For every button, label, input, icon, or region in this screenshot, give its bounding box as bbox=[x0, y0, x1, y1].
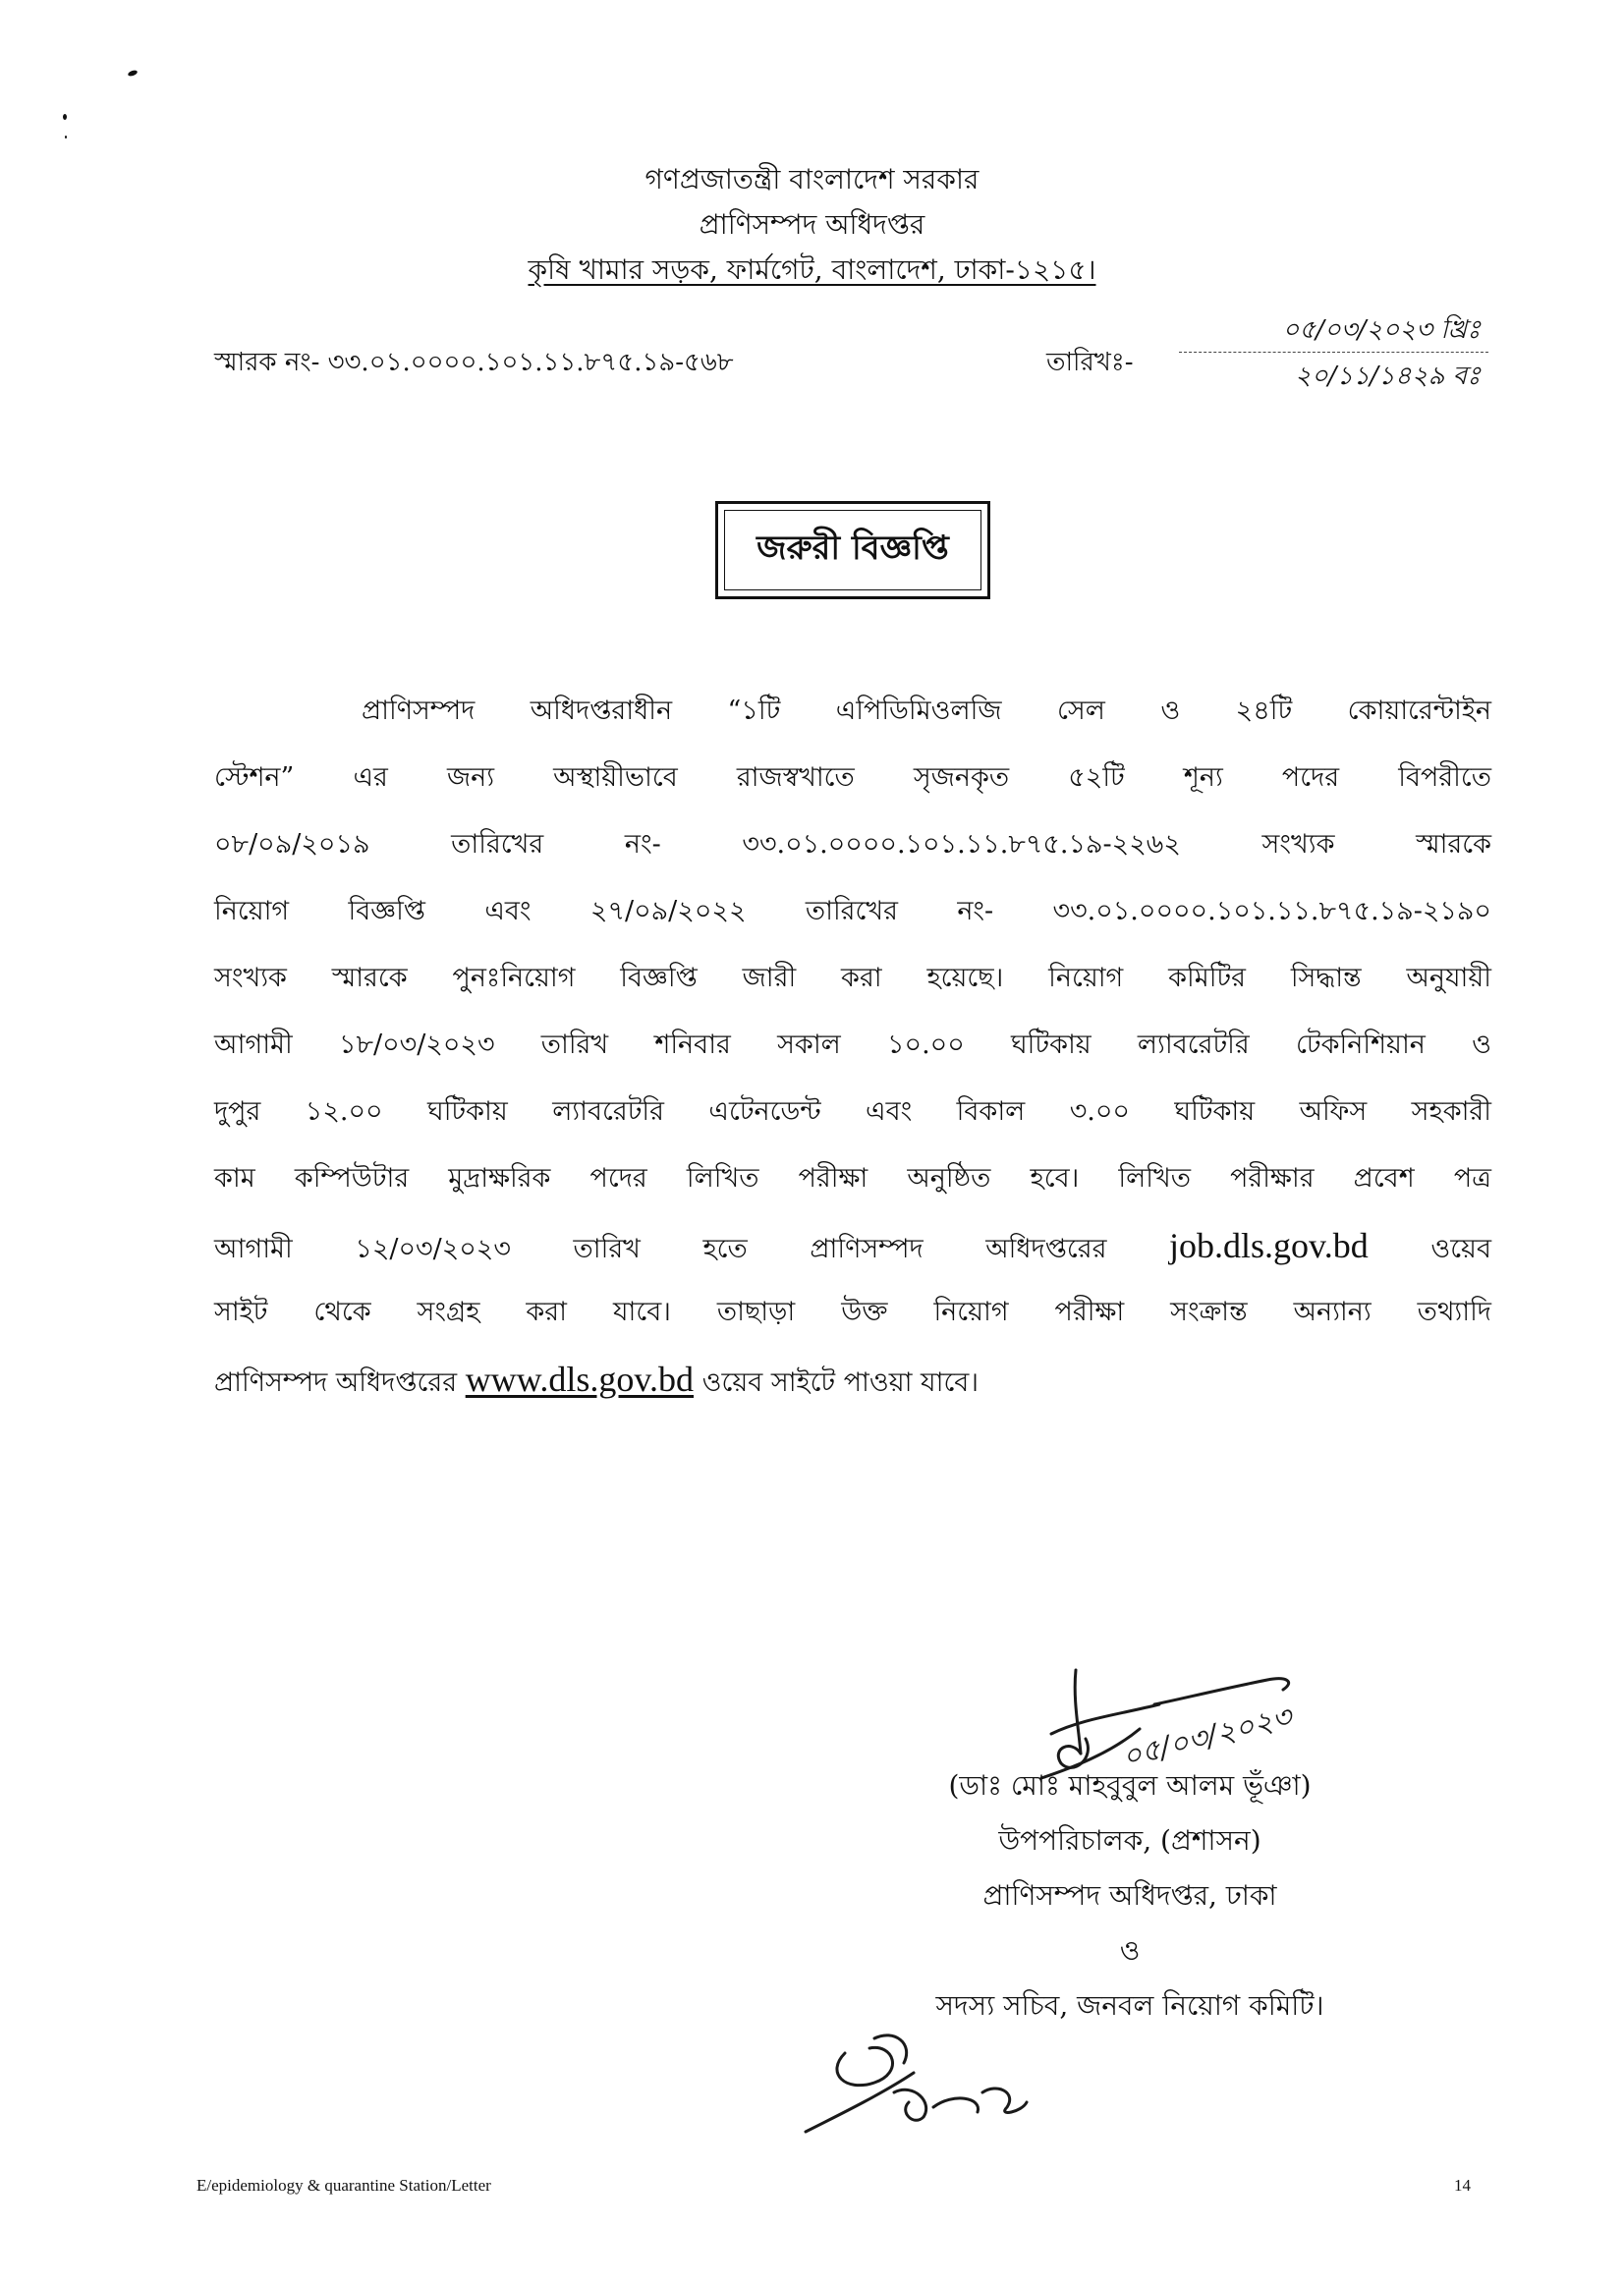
date-separator bbox=[1179, 352, 1488, 353]
footer-file-path: E/epidemiology & quarantine Station/Letter bbox=[196, 2176, 491, 2195]
job-website-link[interactable]: job.dls.gov.bd bbox=[1169, 1226, 1369, 1265]
letterhead bbox=[0, 157, 1624, 293]
body-line: প্রাণিসম্পদ অধিদপ্তরাধীন “১টি এপিডিমিওলজি সেল ও ২৪টি কোয়ারেন্টাইন bbox=[362, 696, 1491, 726]
date-label: তারিখঃ- bbox=[1046, 348, 1134, 377]
signatory-office: প্রাণিসম্পদ অধিদপ্তর, ঢাকা bbox=[982, 1879, 1277, 1912]
body-line-segment: ওয়েব সাইটে পাওয়া যাবে। bbox=[701, 1367, 979, 1398]
page-number: 14 bbox=[1454, 2176, 1471, 2195]
notice-title-box bbox=[715, 501, 990, 599]
body-line: আগামী ১৮/০৩/২০২৩ তারিখ শনিবার সকাল ১০.০০ ঘটিকায় ল্যাবরেটরি টেকনিশিয়ান ও bbox=[214, 1030, 1491, 1060]
date-gregorian: ০৫/০৩/২০২৩ খ্রিঃ bbox=[1282, 315, 1481, 345]
body-line: সাইট থেকে সংগ্রহ করা যাবে। তাছাড়া উক্ত নিয়োগ পরীক্ষা সংক্রান্ত অন্যান্য তথ্যাদি bbox=[214, 1297, 1491, 1327]
signatory-designation: উপপরিচালক, (প্রশাসন) bbox=[998, 1824, 1261, 1857]
department-address: কৃষি খামার সড়ক, ফার্মগেট, বাংলাদেশ, ঢাকা-১২১৫। bbox=[528, 253, 1096, 286]
body-line: স্টেশন” এর জন্য অস্থায়ীভাবে রাজস্বখাতে সৃজনকৃত ৫২টি শূন্য পদের বিপরীতে bbox=[214, 762, 1491, 793]
scan-speck bbox=[63, 114, 67, 120]
handwritten-date: ০৫/০৩/২০২৩ bbox=[1118, 1699, 1296, 1775]
body-line: নিয়োগ বিজ্ঞপ্তি এবং ২৭/০৯/২০২২ তারিখের নং- ৩৩.০১.০০০০.১০১.১১.৮৭৫.১৯-২১৯০ bbox=[214, 896, 1491, 926]
body-line-segment: আগামী ১২/০৩/২০২৩ তারিখ হতে প্রাণিসম্পদ অধিদপ্তরের bbox=[214, 1234, 1107, 1264]
notice-body bbox=[214, 678, 1491, 1413]
scan-speck bbox=[65, 136, 67, 139]
body-line: সংখ্যক স্মারকে পুনঃনিয়োগ বিজ্ঞপ্তি জারী করা হয়েছে। নিয়োগ কমিটির সিদ্ধান্ত অনুযায়ী bbox=[214, 963, 1491, 993]
signatory-conjunction: ও bbox=[1119, 1934, 1141, 1967]
dls-website-link[interactable]: www.dls.gov.bd bbox=[465, 1360, 695, 1399]
date-bangla: ২০/১১/১৪২৯ বঃ bbox=[1294, 362, 1481, 391]
scan-speck bbox=[127, 69, 138, 77]
handwritten-initials bbox=[786, 2014, 1041, 2151]
department-name: প্রাণিসম্পদ অধিদপ্তর bbox=[699, 208, 925, 241]
body-line-segment: প্রাণিসম্পদ অধিদপ্তরের bbox=[214, 1367, 458, 1398]
memo-reference: স্মারক নং- ৩৩.০১.০০০০.১০১.১১.৮৭৫.১৯-৫৬৮ bbox=[214, 348, 734, 377]
notice-title-inner-border bbox=[724, 510, 981, 590]
body-line: দুপুর ১২.০০ ঘটিকায় ল্যাবরেটরি এটেনডেন্ট এবং বিকাল ৩.০০ ঘটিকায় অফিস সহকারী bbox=[214, 1096, 1491, 1127]
body-line: কাম কম্পিউটার মুদ্রাক্ষরিক পদের লিখিত পরীক্ষা অনুষ্ঠিত হবে। লিখিত পরীক্ষার প্রবেশ পত্র bbox=[214, 1163, 1491, 1194]
notice-title: জরুরী বিজ্ঞপ্তি bbox=[756, 528, 949, 568]
government-name: গণপ্রজাতন্ত্রী বাংলাদেশ সরকার bbox=[644, 163, 980, 195]
body-line-with-url bbox=[214, 1346, 1491, 1413]
date-box bbox=[1179, 312, 1488, 394]
body-line: ০৮/০৯/২০১৯ তারিখের নং- ৩৩.০১.০০০০.১০১.১১.৮৭৫.১৯-২২৬২ সংখ্যক স্মারকে bbox=[214, 829, 1491, 860]
body-line-segment: ওয়েব bbox=[1430, 1234, 1491, 1264]
body-line-with-url bbox=[214, 1212, 1491, 1279]
signatory-name: (ডাঃ মোঃ মাহবুবুল আলম ভূঁঞা) bbox=[948, 1769, 1312, 1802]
signatory-role: সদস্য সচিব, জনবল নিয়োগ কমিটি। bbox=[935, 1989, 1324, 2022]
signature-block bbox=[835, 1758, 1425, 2033]
